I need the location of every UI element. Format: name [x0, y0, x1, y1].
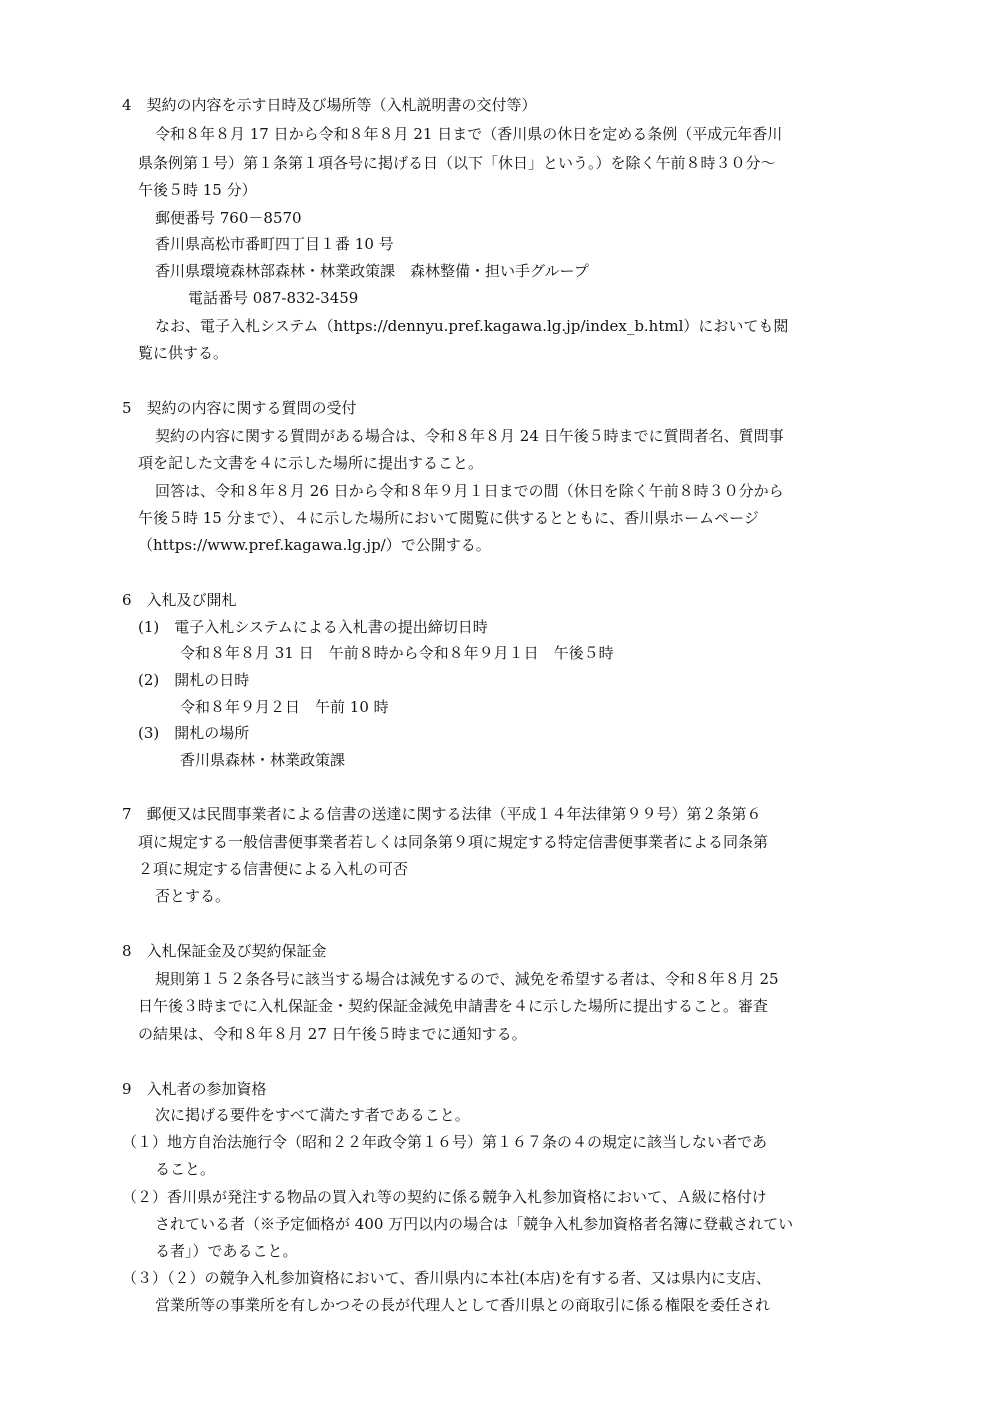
section-9-line: されている者（※予定価格が 400 万円以内の場合は「競争入札参加資格者名簿に登載されてい: [155, 1215, 794, 1233]
section-4-line: なお、電子入札システム（https://dennyu.pref.kagawa.lg.jp/index_b.html）においても閲: [155, 317, 789, 335]
section-4-heading: 4 契約の内容を示す日時及び場所等（入札説明書の交付等）: [122, 96, 537, 114]
section-5-line: 項を記した文書を４に示した場所に提出すること。: [138, 454, 484, 472]
phone-number: 電話番号 087-832-3459: [188, 289, 359, 307]
section-9-heading: 9 入札者の参加資格: [122, 1080, 267, 1098]
section-5-line: （https://www.pref.kagawa.lg.jp/）で公開する。: [138, 536, 491, 554]
section-7-line: 項に規定する一般信書便事業者若しくは同条第９項に規定する特定信書便事業者による同条第: [138, 833, 769, 851]
section-6-line: 香川県森林・林業政策課: [180, 751, 346, 769]
section-9-item: （２）香川県が発注する物品の買入れ等の契約に係る競争入札参加資格において、Ａ級に格付け: [122, 1188, 767, 1206]
section-9-line: る者」）であること。: [155, 1242, 298, 1260]
section-5-heading: 5 契約の内容に関する質問の受付: [122, 399, 357, 417]
section-4-line: 県条例第１号）第１条第１項各号に掲げる日（以下「休日」という。）を除く午前８時３０分～: [138, 154, 776, 172]
section-9-line: 営業所等の事業所を有しかつその長が代理人として香川県との商取引に係る権限を委任され: [155, 1296, 771, 1314]
address: 香川県高松市番町四丁目１番 10 号: [155, 235, 394, 253]
section-8-line: の結果は、令和８年８月 27 日午後５時までに通知する。: [138, 1025, 527, 1043]
section-8-line: 規則第１５２条各号に該当する場合は減免するので、減免を希望する者は、令和８年８月 25: [155, 970, 779, 988]
section-5-line: 回答は、令和８年８月 26 日から令和８年９月１日までの間（休日を除く午前８時３０分から: [155, 482, 784, 500]
section-6-line: 令和８年８月 31 日 午前８時から令和８年９月１日 午後５時: [180, 644, 614, 662]
section-4-line: 覧に供する。: [138, 344, 229, 362]
section-4-line: 令和８年８月 17 日から令和８年８月 21 日まで（香川県の休日を定める条例（平成元年香川: [155, 125, 783, 143]
section-6-heading: 6 入札及び開札: [122, 591, 237, 609]
section-9-item: （３）（２）の競争入札参加資格において、香川県内に本社(本店)を有する者、又は県内に支店、: [122, 1269, 771, 1287]
section-8-heading: 8 入札保証金及び契約保証金: [122, 942, 327, 960]
section-7-line: ２項に規定する信書便による入札の可否: [138, 860, 409, 878]
section-6-item: (3) 開札の場所: [138, 724, 250, 742]
section-6-item: (2) 開札の日時: [138, 671, 250, 689]
section-9-line: ること。: [155, 1160, 216, 1178]
section-6-line: 令和８年９月２日 午前 10 時: [180, 698, 389, 716]
section-7-line: 否とする。: [155, 887, 231, 905]
section-9-line: 次に掲げる要件をすべて満たす者であること。: [155, 1106, 470, 1124]
postal-code: 郵便番号 760－8570: [155, 209, 302, 227]
section-5-line: 午後５時 15 分まで）、４に示した場所において閲覧に供するとともに、香川県ホームページ: [138, 509, 759, 527]
department: 香川県環境森林部森林・林業政策課 森林整備・担い手グループ: [155, 262, 589, 280]
section-9-item: （１）地方自治法施行令（昭和２２年政令第１６号）第１６７条の４の規定に該当しない者であ: [122, 1133, 768, 1151]
section-6-item: (1) 電子入札システムによる入札書の提出締切日時: [138, 618, 488, 636]
section-5-line: 契約の内容に関する質問がある場合は、令和８年８月 24 日午後５時までに質問者名、質問事: [155, 427, 784, 445]
section-7-heading: 7 郵便又は民間事業者による信書の送達に関する法律（平成１４年法律第９９号）第２条第６: [122, 805, 762, 823]
section-8-line: 日午後３時までに入札保証金・契約保証金減免申請書を４に示した場所に提出すること。審査: [138, 997, 769, 1015]
section-4-line: 午後５時 15 分）: [138, 181, 257, 199]
